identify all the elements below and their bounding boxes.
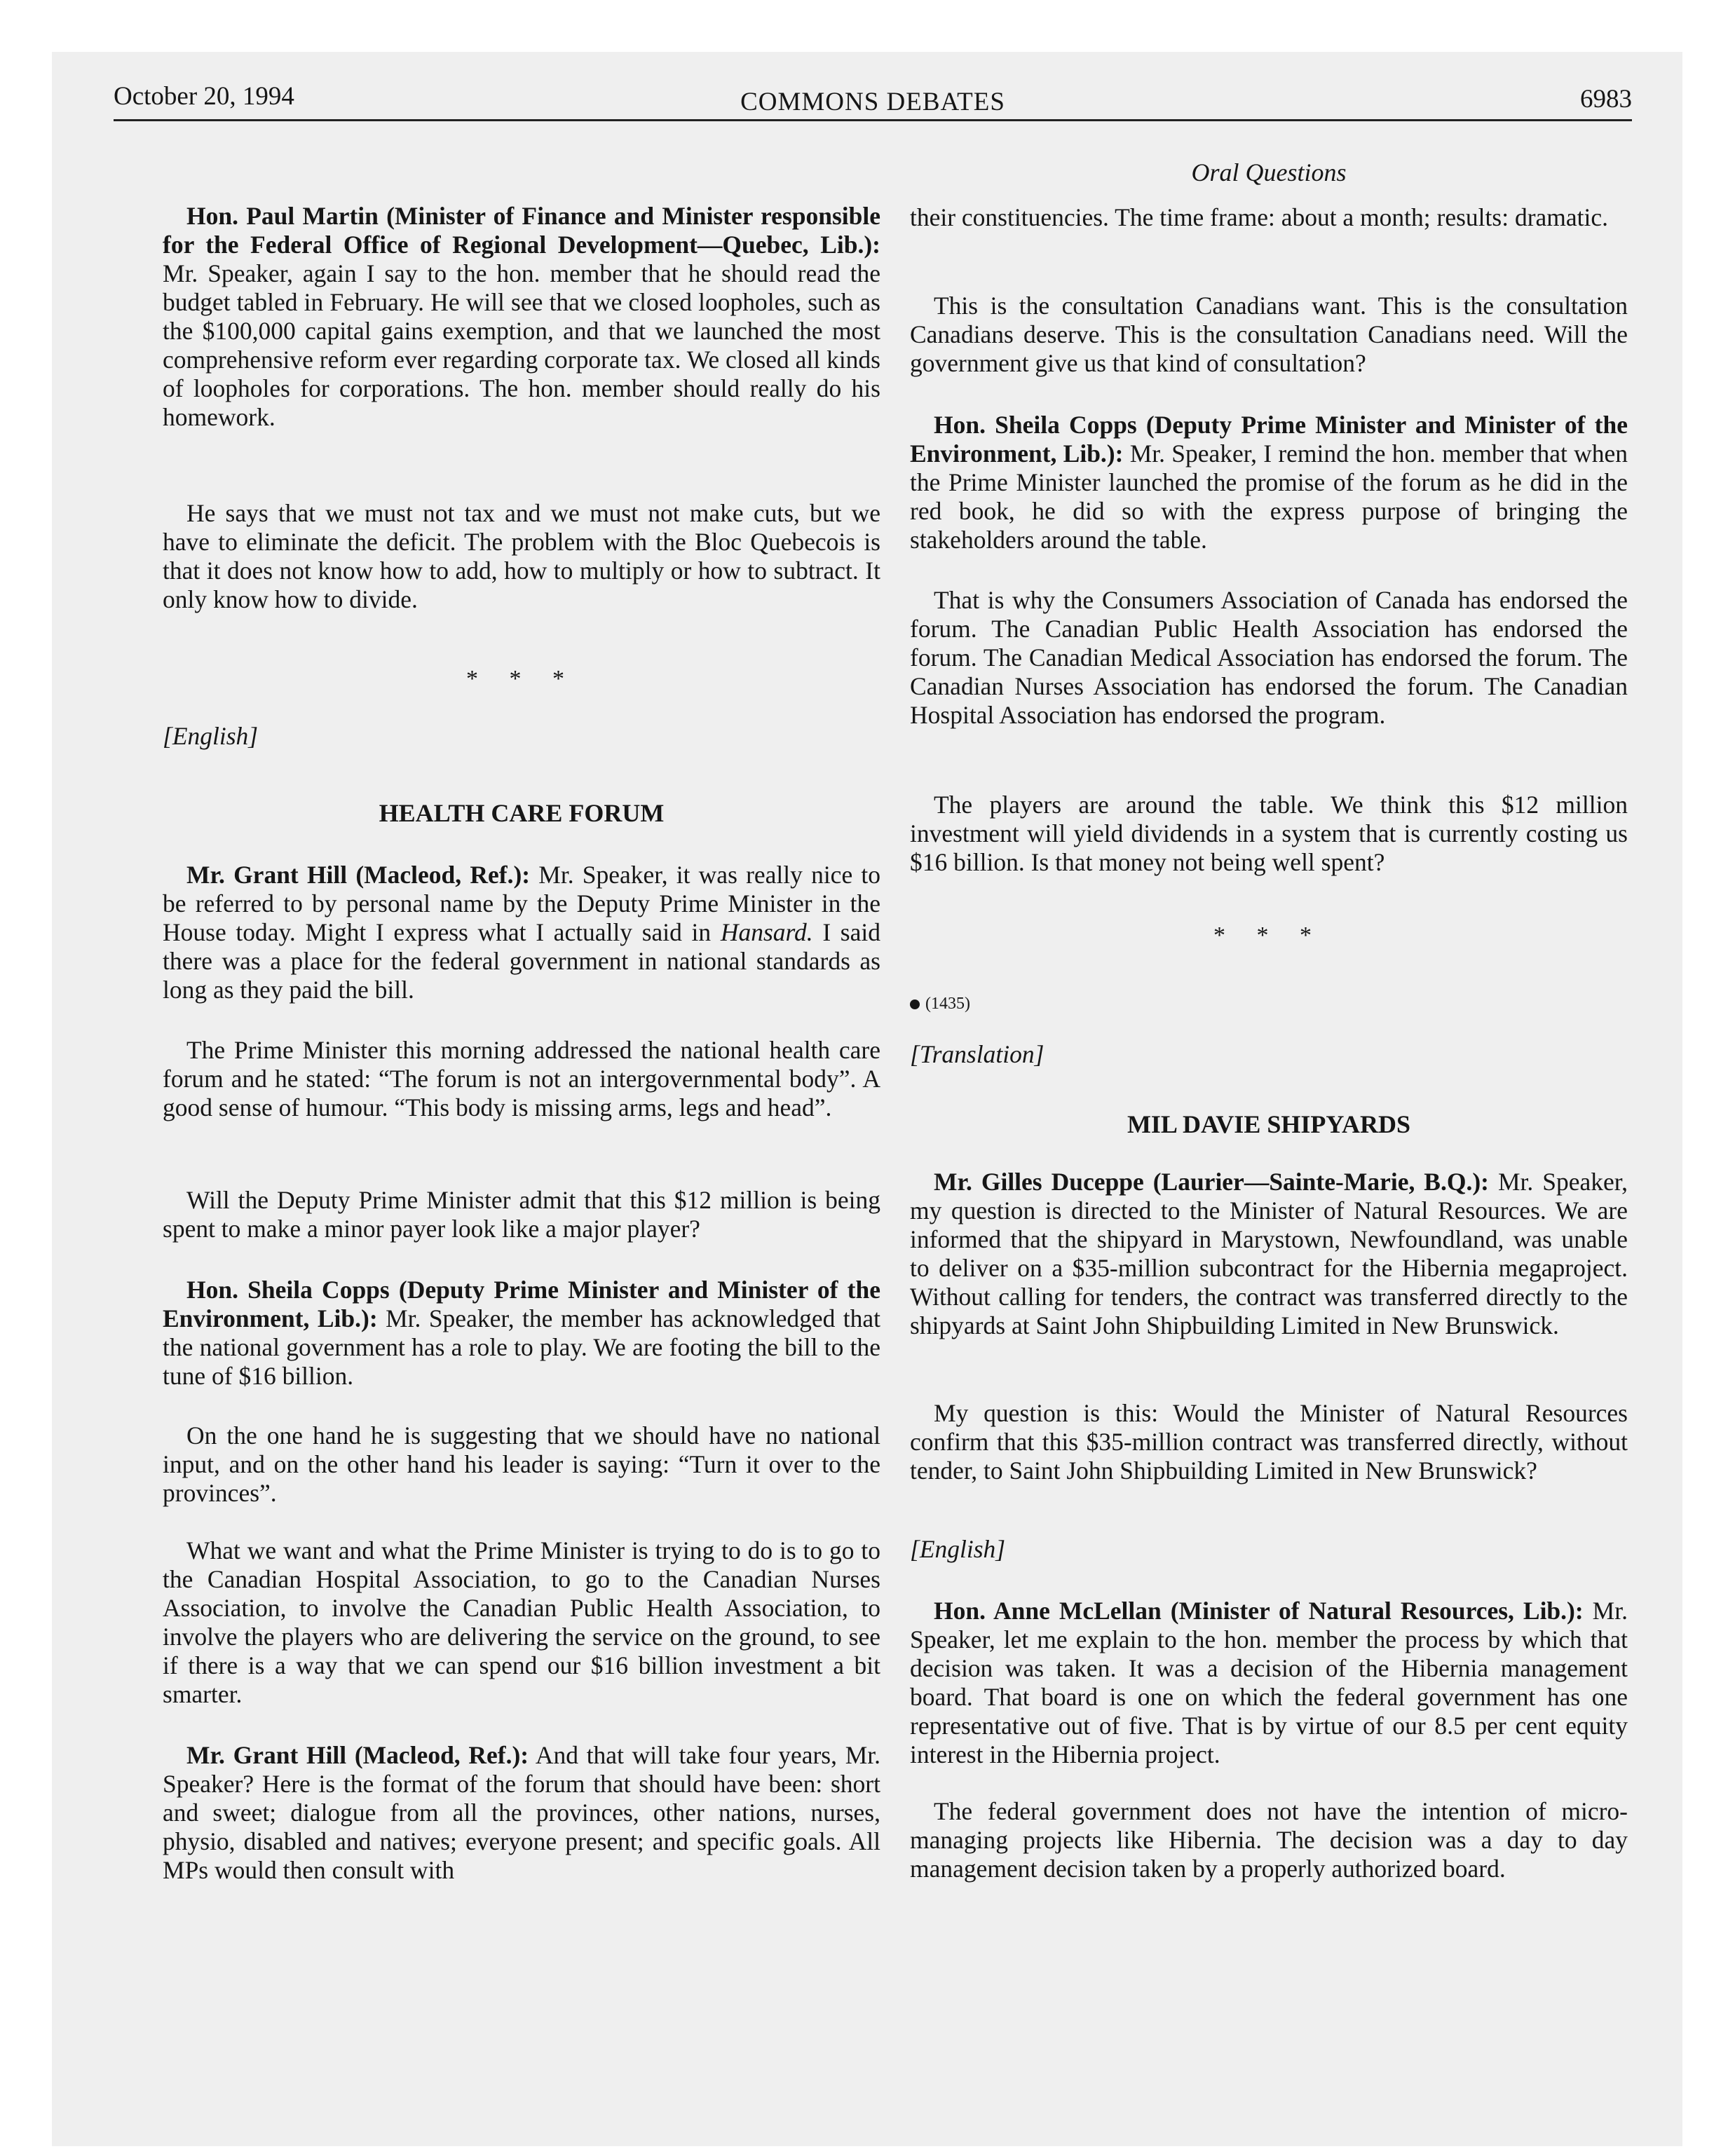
paragraph bbox=[910, 203, 1628, 232]
speaker-name: Hon. Paul Martin (Minister of Finance and Minister responsible for the Federal Office of Regional Development—Quebec, Lib.): bbox=[163, 202, 880, 259]
header-page-number: 6983 bbox=[1580, 85, 1632, 114]
section-separator: * * * bbox=[1213, 922, 1324, 948]
paragraph bbox=[910, 586, 1628, 730]
speech-text: The Prime Minister this morning addressed the national health care forum and he stated: “The forum is not an intergovernmental body”. A good sense of humour. “This body is missing arms, legs and head”. bbox=[163, 1036, 880, 1121]
speaker-name: Hon. Sheila Copps (Deputy Prime Minister and Minister of the Environment, Lib.): bbox=[163, 1276, 880, 1332]
paragraph bbox=[163, 1036, 880, 1122]
header-date: October 20, 1994 bbox=[114, 82, 294, 111]
bullet-icon bbox=[910, 999, 920, 1009]
speaker-name: Mr. Grant Hill (Macleod, Ref.): bbox=[186, 1741, 529, 1769]
paragraph bbox=[163, 1741, 880, 1885]
paragraph bbox=[910, 411, 1628, 554]
speech-text: Mr. Speaker, again I say to the hon. member that he should read the budget tabled in February. He will see that we closed loopholes, such as the $100,000 capital gains exemption, and that we launched the most comprehensive reform ever regarding corporate tax. We closed all kinds of loopholes for corporations. The hon. member should really do his homework. bbox=[163, 259, 880, 431]
paragraph bbox=[910, 791, 1628, 877]
speech-text: The players are around the table. We think this $12 million investment will yield dividends in a system that is currently costing us $16 billion. Is that money not being well spent? bbox=[910, 791, 1628, 876]
speaker-name: Hon. Sheila Copps (Deputy Prime Minister and Minister of the Environment, Lib.): bbox=[910, 411, 1628, 468]
time-marker-text: (1435) bbox=[925, 995, 970, 1013]
section-separator: * * * bbox=[466, 666, 577, 692]
paragraph bbox=[163, 1186, 880, 1243]
speech-text: I said there was a place for the federal government in national standards as long as they paid the bill. bbox=[163, 918, 880, 1004]
speech-text: Will the Deputy Prime Minister admit that this $12 million is being spent to make a minor payer look like a major player? bbox=[163, 1186, 880, 1243]
section-heading: MIL DAVIE SHIPYARDS bbox=[1127, 1110, 1411, 1138]
speech-text: Mr. Speaker, my question is directed to the Minister of Natural Resources. We are informed that the shipyard in Marystown, Newfoundland, was unable to deliver on a $35-million subcontract for the Hibernia megaproject. Without calling for tenders, the contract was transferred directly to the shipyards at Saint John Shipbuilding Limited in New Brunswick. bbox=[910, 1168, 1628, 1339]
running-head: Oral Questions bbox=[1191, 158, 1347, 186]
paragraph bbox=[163, 1276, 880, 1391]
paragraph bbox=[163, 499, 880, 614]
speech-text: The federal government does not have the intention of micro-managing projects like Hibernia. The decision was a day to day management decision taken by a properly authorized board. bbox=[910, 1797, 1628, 1883]
paragraph bbox=[910, 1597, 1628, 1769]
paragraph bbox=[163, 1536, 880, 1709]
speaker-name: Mr. Grant Hill (Macleod, Ref.): bbox=[186, 861, 531, 889]
speaker-name: Mr. Gilles Duceppe (Laurier—Sainte-Marie, B.Q.): bbox=[934, 1168, 1489, 1196]
speech-text: That is why the Consumers Association of Canada has endorsed the forum. The Canadian Public Health Association has endorsed the forum. The Canadian Medical Association has endorsed the forum. The Canadian Nurses Association has endorsed the forum. The Canadian Hospital Association has endorsed the program. bbox=[910, 586, 1628, 729]
speech-text: What we want and what the Prime Minister is trying to do is to go to the Canadian Hospital Association, to go to the Canadian Nurses Association, to involve the Canadian Public Health Association, to involve the players who are delivering the service on the ground, to see if there is a way that we can spend our $16 billion investment a bit smarter. bbox=[163, 1536, 880, 1708]
speech-text: He says that we must not tax and we must not make cuts, but we have to eliminate the deficit. The problem with the Bloc Quebecois is that it does not know how to add, how to multiply or how to subtract. It only know how to divide. bbox=[163, 499, 880, 613]
paragraph bbox=[910, 1797, 1628, 1883]
speech-text: And that will take four years, Mr. Speaker? Here is the format of the forum that should have been: short and sweet; dialogue from all the provinces, other nations, nurses, physio, disabled and natives; everyone present; and specific goals. All MPs would then consult with bbox=[163, 1741, 880, 1884]
hansard-italic: Hansard. bbox=[720, 918, 813, 946]
speech-text: My question is this: Would the Minister of Natural Resources confirm that this $35-million contract was transferred directly, without tender, to Saint John Shipbuilding Limited in New Brunswick? bbox=[910, 1399, 1628, 1485]
paragraph bbox=[910, 1168, 1628, 1340]
speech-text: Mr. Speaker, let me explain to the hon. member the process by which that decision was taken. It was a decision of the Hibernia management board. That board is one on which the federal government has one representative out of five. That is by virtue of our 8.5 per cent equity interest in the Hibernia project. bbox=[910, 1597, 1628, 1768]
speech-text: This is the consultation Canadians want. This is the consultation Canadians deserve. This is the consultation Canadians need. Will the government give us that kind of consultation? bbox=[910, 292, 1628, 377]
paragraph bbox=[163, 1421, 880, 1508]
speech-text: Mr. Speaker, I remind the hon. member that when the Prime Minister launched the promise of the forum as he did in the red book, he did so with the express purpose of bringing the stakeholders around the table. bbox=[910, 439, 1628, 554]
paragraph bbox=[910, 292, 1628, 378]
page-header bbox=[114, 79, 1632, 121]
section-heading: HEALTH CARE FORUM bbox=[379, 799, 665, 827]
speaker-name: Hon. Anne McLellan (Minister of Natural Resources, Lib.): bbox=[934, 1597, 1584, 1625]
paragraph bbox=[163, 202, 880, 432]
paragraph bbox=[910, 1399, 1628, 1485]
speech-text: Mr. Speaker, the member has acknowledged that the national government has a role to play. We are footing the bill to the tune of $16 billion. bbox=[163, 1304, 881, 1390]
language-label: [Translation] bbox=[910, 1040, 1045, 1068]
speech-text: their constituencies. The time frame: about a month; results: dramatic. bbox=[910, 203, 1609, 231]
speech-text: On the one hand he is suggesting that we should have no national input, and on the other hand his leader is saying: “Turn it over to the provinces”. bbox=[163, 1421, 880, 1507]
header-title: COMMONS DEBATES bbox=[740, 88, 1005, 116]
language-label: [English] bbox=[910, 1535, 1006, 1563]
speech-text: Mr. Speaker, it was really nice to be referred to by personal name by the Deputy Prime Minister in the House today. Might I express what I actually said in bbox=[163, 861, 881, 946]
language-label: [English] bbox=[163, 722, 259, 750]
paragraph bbox=[163, 861, 880, 1004]
time-marker bbox=[910, 990, 1628, 1018]
